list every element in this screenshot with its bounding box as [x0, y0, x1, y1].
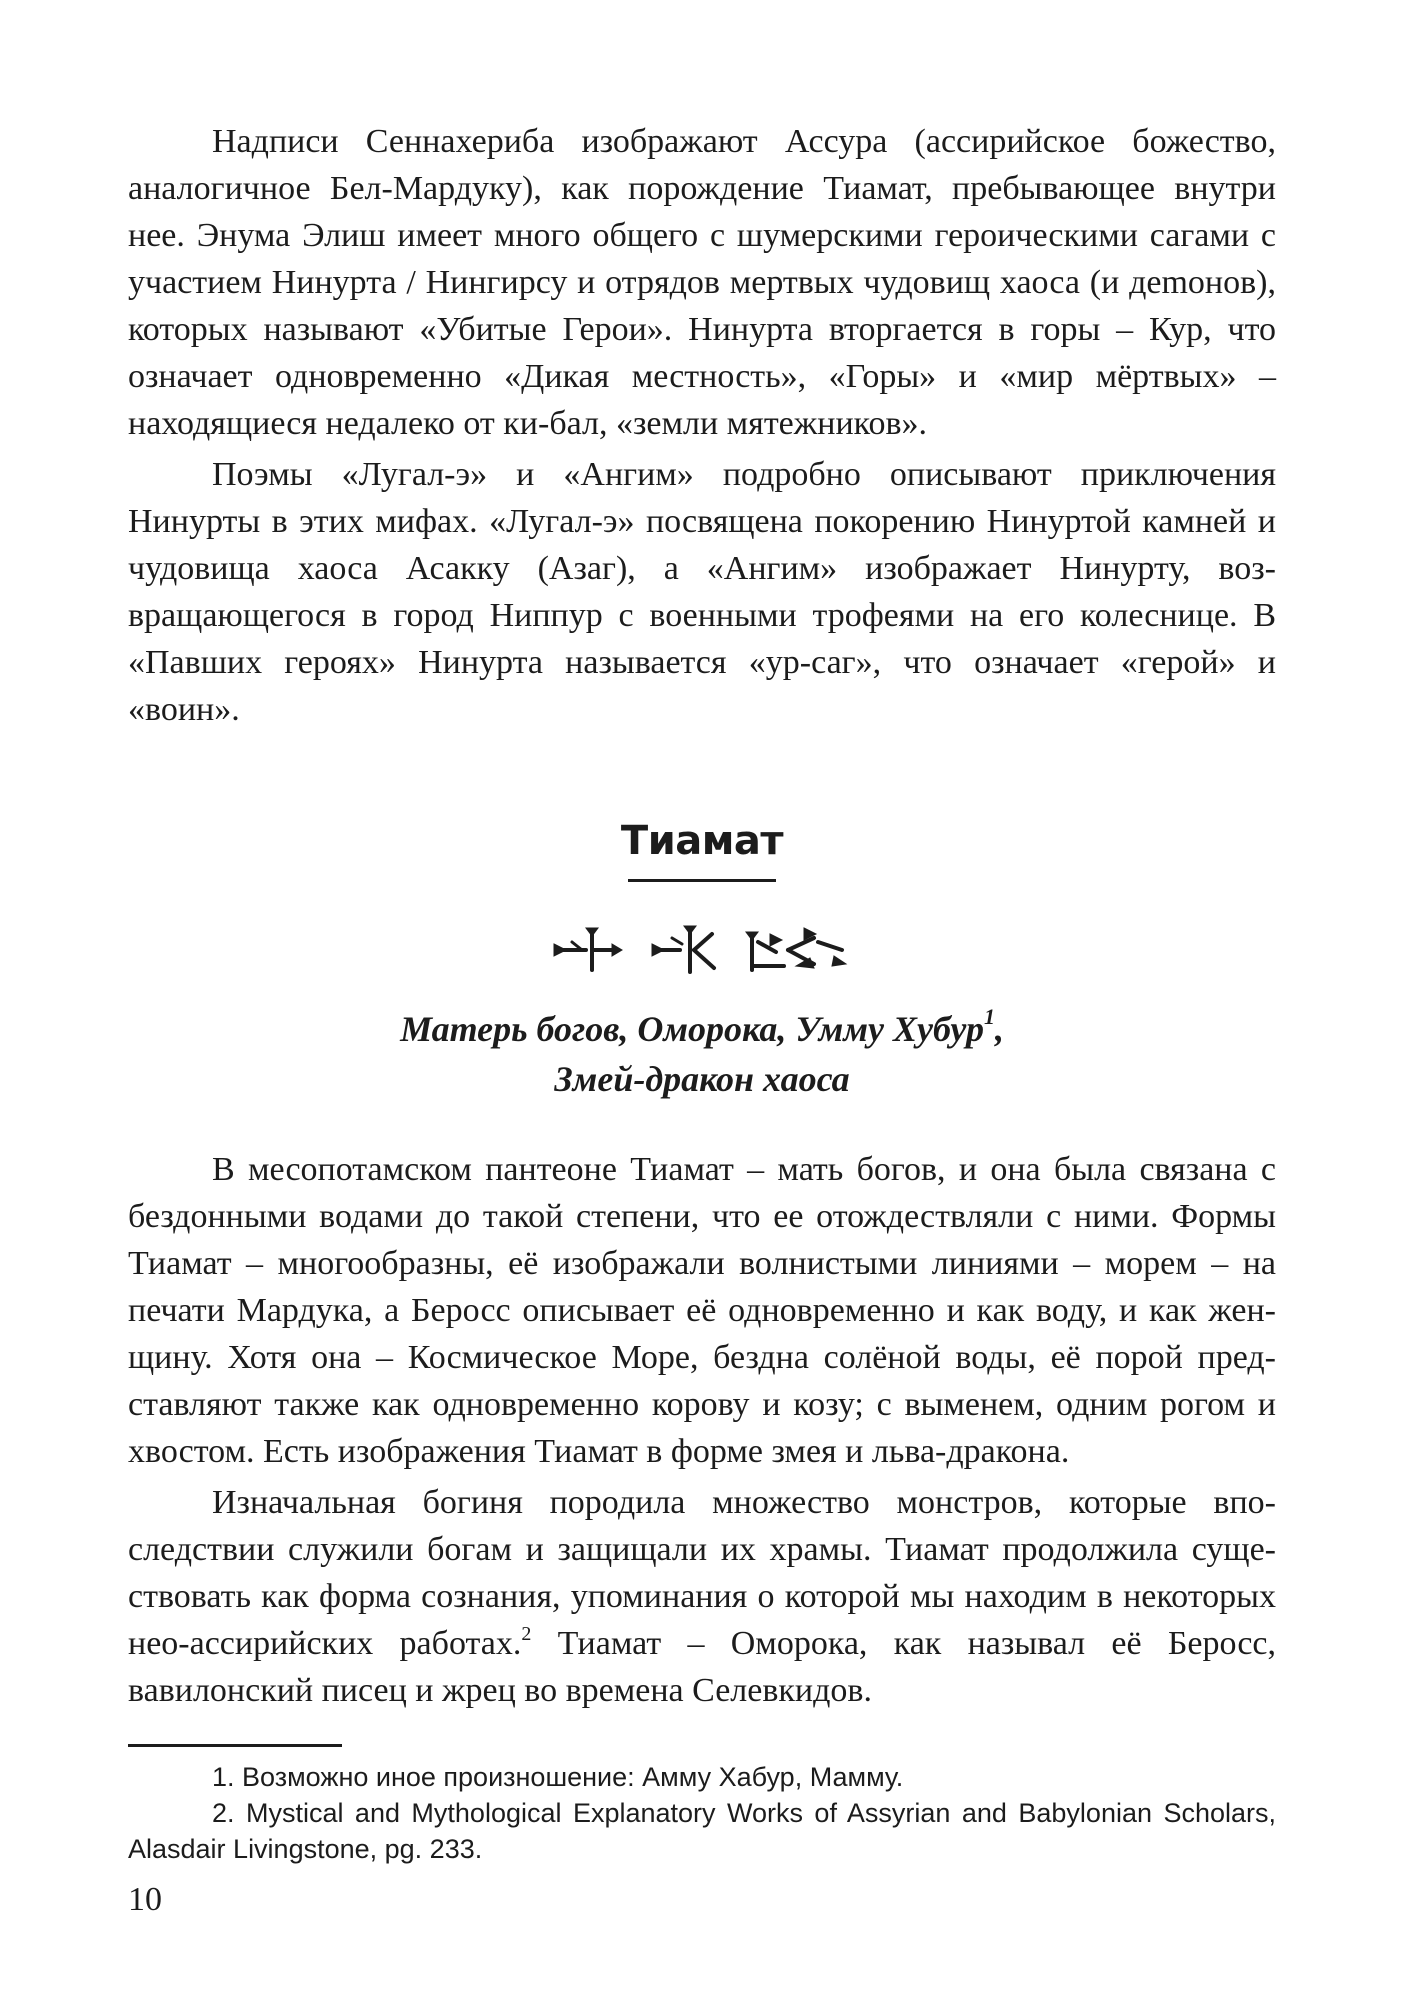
- book-page: [128, 118, 1276, 1867]
- spacer: [128, 737, 1276, 815]
- footnote-ref-2[interactable]: 2: [521, 1622, 532, 1645]
- footnote-ref-1[interactable]: 1: [983, 1004, 995, 1029]
- footnote-1: 1. Возможно иное произношение: Амму Хабур, Мамму.: [212, 1762, 904, 1792]
- paragraph-text: Изначальная богиня породила множество монстров, которые впоследствии служили богам и защищали их храмы. Тиамат продолжила существовать как форма сознания, упоминания о которой мы находим в некоторых нео-ассирийских работах.: [128, 1484, 1276, 1662]
- subtitle-line1: Матерь богов, Оморока, Умму Хубур: [400, 1009, 984, 1049]
- section-subtitle: [128, 1004, 1276, 1104]
- footnotes: [128, 1759, 1276, 1867]
- paragraph-text: Тиамат – Оморока, как называл её Беросс, вавилонский писец и жрец во времена Селевкидов.: [128, 1625, 1276, 1709]
- page-number: 10: [128, 1881, 162, 1918]
- subtitle-line2: Змей-дракон хаоса: [554, 1059, 850, 1099]
- footnote-2: 2. Mystical and Mythological Explanatory Works of Assyrian and Babylonian Scholars, Alasdair Livingstone, pg. 233.: [128, 1798, 1276, 1864]
- paragraph-tiamat-monsters: [128, 1479, 1276, 1714]
- subtitle-comma: ,: [994, 1009, 1004, 1049]
- cuneiform-tiamat-icon: [552, 920, 852, 980]
- spacer: [128, 1104, 1276, 1146]
- heading-underline: [628, 879, 776, 882]
- paragraph-tiamat-mother: В месопотамском пантеоне Тиамат – мать богов, и она была связана с бездонными водами до такой степени, что ее отождествляли с ними. Формы Тиамат – многообразны, её изображали волнистыми линиями – морем – на печати Мардука, а Беросс описывает её одновременно и как воду, и как женщину. Хотя она – Космическое Море, бездна солёной воды, её порой представляют также как одновременно корову и козу; с выменем, одним рогом и хвостом. Есть изображения Тиамат в форме змея и льва-дракона.: [128, 1151, 1276, 1470]
- paragraph-sennacherib: Надписи Сеннахериба изображают Ассура (ассирийское божество, аналогичное Бел-Мардуку), как порождение Тиамат, пребывающее внутри нее. Энума Элиш имеет много общего с шумерскими героическими сагами с участием Нинурта / Нингирсу и отрядов мертвых чудовищ хаоса (и деmонов), которых называют «Убитые Герои». Нинурта вторгается в горы – Кур, что означает одновременно «Дикая местность», «Горы» и «мир мёртвых» – находящиеся недалеко от ки-бал, «земли мятежников».: [128, 123, 1276, 442]
- section-heading: Тиамат: [620, 818, 784, 864]
- footnote-separator: [128, 1744, 342, 1747]
- paragraph-lugal-e: Поэмы «Лугал-э» и «Ангим» подробно описывают приключения Нинурты в этих мифах. «Лугал-э» посвящена покорению Нинуртой камней и чудовища хаоса Асакку (Азаг), а «Ангим» изображает Нинурту, возвращающегося в город Ниппур с военными трофеями на его колеснице. В «Павших героях» Нинурта называется «ур-саг», что означает «герой» и «воин».: [128, 456, 1276, 728]
